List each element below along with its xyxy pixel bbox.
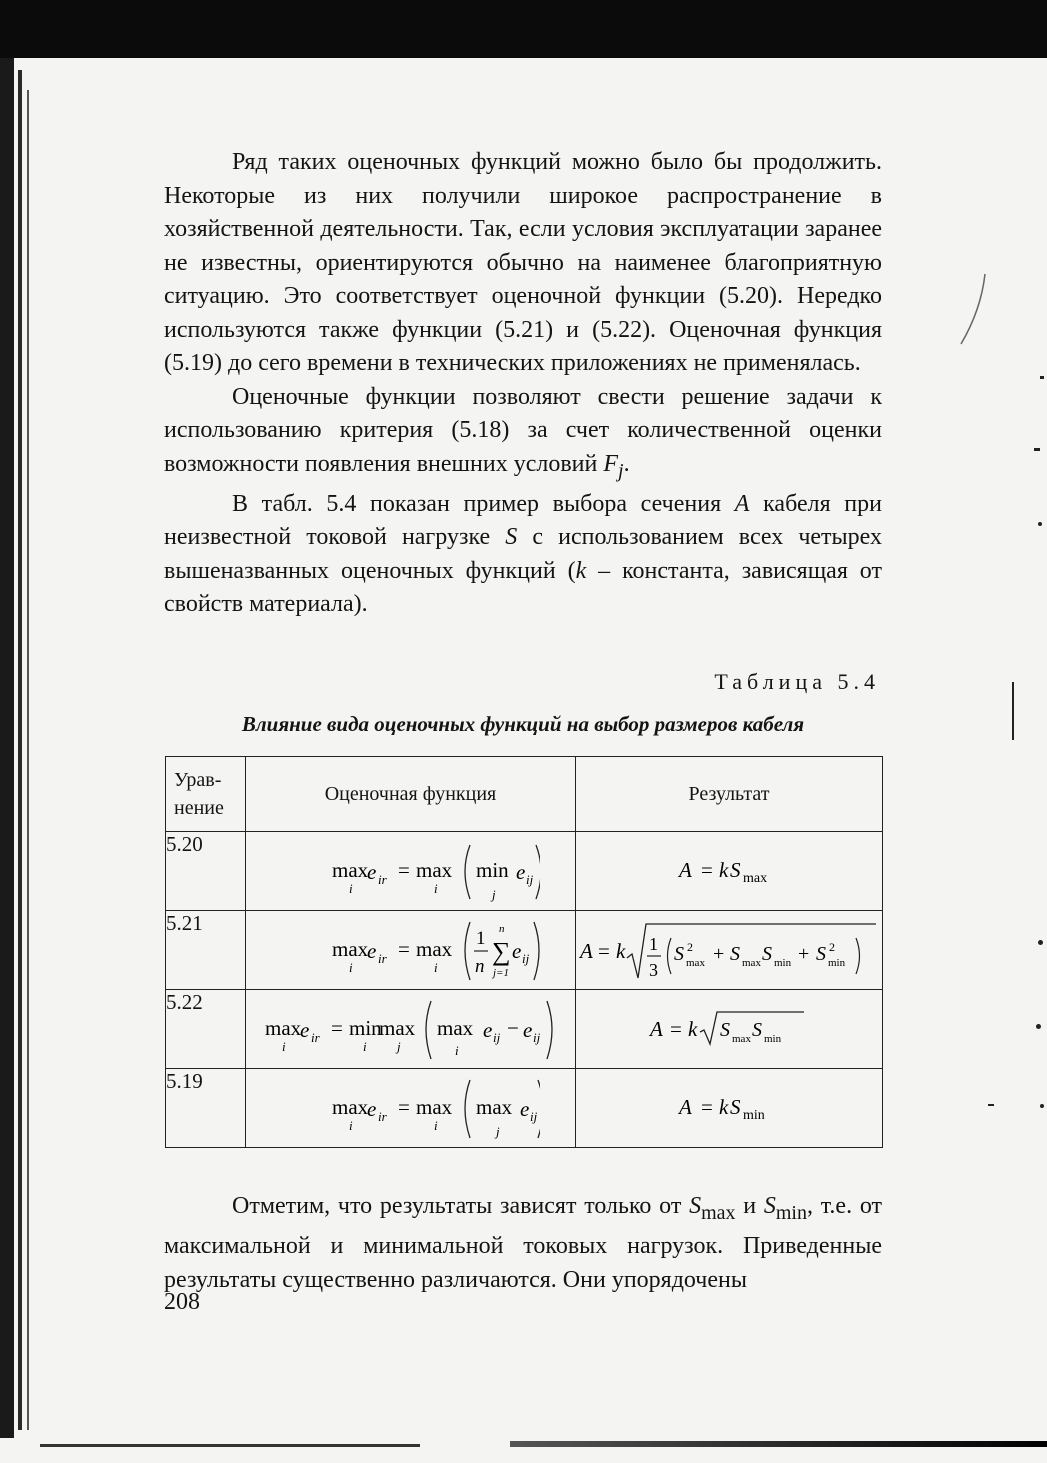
svg-text:−: − bbox=[507, 1016, 520, 1040]
svg-text:ir: ir bbox=[311, 1030, 321, 1045]
svg-text:max: max bbox=[332, 1095, 369, 1119]
svg-text:ir: ir bbox=[378, 1109, 388, 1124]
svg-text:e: e bbox=[512, 939, 522, 963]
svg-text:S: S bbox=[720, 1019, 730, 1041]
scan-border-bottom-left bbox=[40, 1444, 420, 1447]
svg-text:e: e bbox=[516, 860, 526, 884]
svg-text:min: min bbox=[743, 1108, 765, 1123]
svg-text:S: S bbox=[816, 943, 826, 965]
svg-text:min: min bbox=[476, 858, 510, 882]
svg-text:A: A bbox=[580, 939, 593, 963]
svg-text:min: min bbox=[828, 957, 846, 969]
svg-text:max: max bbox=[732, 1033, 751, 1045]
margin-pen-stroke bbox=[955, 270, 995, 350]
formula-cell bbox=[245, 1069, 575, 1148]
svg-text:j: j bbox=[496, 1124, 501, 1139]
svg-text:k: k bbox=[616, 939, 626, 963]
svg-text:=: = bbox=[670, 1017, 682, 1041]
svg-text:ij: ij bbox=[522, 951, 530, 966]
table-row bbox=[166, 832, 883, 911]
svg-text:e: e bbox=[300, 1018, 310, 1042]
svg-text:max: max bbox=[265, 1016, 302, 1040]
margin-mark bbox=[1034, 448, 1040, 451]
svg-text:max: max bbox=[742, 957, 761, 969]
equation-number: 5.19 bbox=[166, 1069, 246, 1148]
result-cell bbox=[576, 911, 883, 990]
svg-text:=: = bbox=[701, 858, 713, 882]
svg-text:max: max bbox=[416, 937, 453, 961]
formula-5-19 bbox=[280, 1072, 540, 1144]
svg-text:2: 2 bbox=[829, 940, 835, 954]
svg-text:S: S bbox=[762, 943, 772, 965]
result-5-20 bbox=[659, 851, 799, 891]
margin-mark bbox=[1038, 522, 1042, 526]
table-row bbox=[166, 990, 883, 1069]
formula-5-20 bbox=[280, 835, 540, 907]
svg-text:ij: ij bbox=[533, 1030, 541, 1045]
svg-text:ir: ir bbox=[378, 951, 388, 966]
paragraph-4: Отметим, что результаты зависят только от $S_{max}$ и $S_{min}$, т.е. от максимальной и минимальной токовых нагрузок. Приведенные результаты существенно различаются. Они упорядочены bbox=[164, 1193, 883, 1293]
svg-text:ij: ij bbox=[530, 1109, 538, 1124]
margin-mark bbox=[1038, 940, 1043, 945]
svg-text:max: max bbox=[437, 1016, 474, 1040]
svg-text:i: i bbox=[363, 1039, 368, 1054]
svg-text:ij: ij bbox=[526, 872, 534, 887]
paragraph-2: Оценочные функции позволяют свести решение задачи к использованию критерия (5.18) за счет количественной оценки возможности появления внешних условий $F_j$. bbox=[164, 383, 882, 482]
svg-text:i: i bbox=[349, 881, 354, 896]
svg-text:S: S bbox=[752, 1019, 762, 1041]
paragraph-1: Ряд таких оценочных функций можно было бы продолжить. Некоторые из них получили широкое распространение в хозяйственной деятельности. Так, если условия эксплуатации заранее не известны, ориентируются обычно на наименее благоприятную ситуацию. Это соответствует оценочной функции (5.20). Нередко используются также функции (5.21) и (5.22). Оценочная функция (5.19) до сего времени в технических приложениях не применялась. bbox=[164, 149, 882, 376]
table-row bbox=[166, 1069, 883, 1148]
svg-text:1: 1 bbox=[649, 934, 658, 954]
scan-border-top bbox=[0, 0, 1047, 58]
text-block-top bbox=[164, 146, 882, 622]
svg-text:max: max bbox=[416, 1095, 453, 1119]
svg-text:1: 1 bbox=[476, 928, 486, 949]
svg-text:max: max bbox=[476, 1095, 513, 1119]
header-function: Оценочная функция bbox=[245, 757, 575, 832]
svg-text:k: k bbox=[688, 1017, 698, 1041]
result-5-22 bbox=[644, 1004, 814, 1054]
svg-text:S: S bbox=[730, 858, 741, 882]
svg-text:=: = bbox=[598, 939, 610, 963]
text-block-bottom bbox=[164, 1190, 882, 1297]
svg-text:∑: ∑ bbox=[492, 937, 512, 966]
svg-text:max: max bbox=[379, 1016, 416, 1040]
svg-text:e: e bbox=[520, 1097, 530, 1121]
header-equation: Урав- нение bbox=[166, 757, 246, 832]
svg-text:=: = bbox=[398, 937, 411, 961]
svg-text:max: max bbox=[686, 957, 705, 969]
svg-text:max: max bbox=[416, 858, 453, 882]
svg-text:i: i bbox=[349, 1118, 354, 1133]
svg-text:A: A bbox=[679, 858, 692, 882]
svg-text:S: S bbox=[674, 943, 684, 965]
result-5-19 bbox=[659, 1088, 799, 1128]
svg-text:i: i bbox=[282, 1039, 287, 1054]
table-number: Таблица 5.4 bbox=[714, 669, 880, 694]
equation-number: 5.20 bbox=[166, 832, 246, 911]
evaluation-functions-table bbox=[165, 756, 883, 1148]
scan-border-left-line bbox=[18, 70, 22, 1430]
margin-mark bbox=[1040, 1104, 1044, 1108]
svg-text:min: min bbox=[349, 1016, 383, 1040]
svg-text:+: + bbox=[798, 943, 810, 965]
svg-text:min: min bbox=[774, 957, 792, 969]
svg-text:A: A bbox=[679, 1095, 692, 1119]
equation-number: 5.21 bbox=[166, 911, 246, 990]
svg-text:max: max bbox=[332, 937, 369, 961]
table-row bbox=[166, 911, 883, 990]
scan-border-left bbox=[0, 58, 14, 1438]
margin-mark bbox=[988, 1104, 994, 1106]
svg-text:+: + bbox=[713, 943, 725, 965]
svg-text:j: j bbox=[397, 1039, 402, 1054]
svg-text:=: = bbox=[398, 1095, 411, 1119]
svg-text:2: 2 bbox=[687, 940, 693, 954]
svg-text:i: i bbox=[434, 881, 439, 896]
scan-border-bottom-right bbox=[510, 1441, 1047, 1447]
svg-text:k: k bbox=[719, 858, 729, 882]
table-title: Влияние вида оценочных функций на выбор размеров кабеля bbox=[241, 712, 805, 736]
scan-border-left-line-thin bbox=[27, 90, 29, 1430]
margin-mark bbox=[1012, 682, 1014, 740]
formula-5-22 bbox=[255, 993, 565, 1065]
svg-text:i: i bbox=[349, 960, 354, 975]
svg-text:ir: ir bbox=[378, 872, 388, 887]
svg-text:j: j bbox=[492, 887, 497, 902]
paragraph-3: В табл. 5.4 показан пример выбора сечения A кабеля при неизвестной токовой нагрузке S с использованием всех четырех вышеназванных оценочных функций (k – константа, зависящая от свойств материала). bbox=[164, 490, 883, 618]
equation-number: 5.22 bbox=[166, 990, 246, 1069]
svg-text:e: e bbox=[367, 860, 377, 884]
svg-text:=: = bbox=[398, 858, 411, 882]
svg-text:n: n bbox=[499, 923, 505, 935]
svg-text:k: k bbox=[719, 1095, 729, 1119]
result-cell bbox=[576, 990, 883, 1069]
svg-text:A: A bbox=[650, 1017, 663, 1041]
svg-text:e: e bbox=[367, 1097, 377, 1121]
svg-text:max: max bbox=[743, 871, 768, 886]
svg-text:ij: ij bbox=[493, 1030, 501, 1045]
header-result: Результат bbox=[576, 757, 883, 832]
svg-text:max: max bbox=[332, 858, 369, 882]
page-number: 208 bbox=[164, 1289, 200, 1315]
margin-mark bbox=[1036, 1024, 1041, 1029]
svg-text:e: e bbox=[367, 939, 377, 963]
svg-text:n: n bbox=[475, 956, 485, 977]
svg-text:3: 3 bbox=[649, 960, 658, 980]
svg-text:=: = bbox=[331, 1016, 344, 1040]
result-cell bbox=[576, 832, 883, 911]
svg-text:j=1: j=1 bbox=[493, 967, 510, 979]
svg-text:e: e bbox=[523, 1018, 533, 1042]
formula-cell bbox=[245, 832, 575, 911]
svg-text:e: e bbox=[483, 1018, 493, 1042]
svg-text:i: i bbox=[434, 1118, 439, 1133]
svg-text:S: S bbox=[730, 1095, 741, 1119]
svg-text:=: = bbox=[701, 1095, 713, 1119]
result-cell bbox=[576, 1069, 883, 1148]
formula-cell bbox=[245, 990, 575, 1069]
svg-text:i: i bbox=[434, 960, 439, 975]
table-header-row bbox=[166, 757, 883, 832]
svg-text:S: S bbox=[730, 943, 740, 965]
svg-text:i: i bbox=[455, 1043, 460, 1058]
result-5-21 bbox=[576, 914, 882, 986]
formula-5-21 bbox=[280, 914, 540, 986]
margin-mark bbox=[1040, 376, 1044, 379]
svg-text:min: min bbox=[764, 1033, 782, 1045]
formula-cell bbox=[245, 911, 575, 990]
